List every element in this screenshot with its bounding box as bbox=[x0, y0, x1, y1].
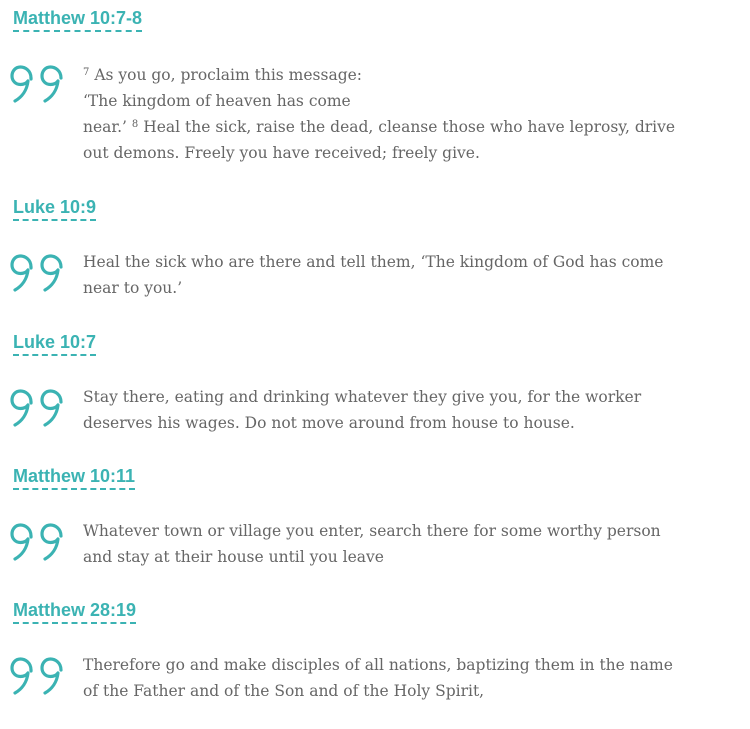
verse-line bbox=[83, 62, 723, 88]
verse-text bbox=[83, 652, 723, 704]
verse-line: Therefore go and make disciples of all nations, baptizing them in the name bbox=[83, 656, 673, 674]
verse-line-text: Heal the sick, raise the dead, cleanse those who have leprosy, drive bbox=[143, 118, 676, 136]
verse-line: Heal the sick who are there and tell them, ‘The kingdom of God has come bbox=[83, 253, 664, 271]
verse-line-text: near.’ bbox=[83, 118, 127, 136]
verse-line-text: out demons. Freely you have received; freely give. bbox=[83, 144, 480, 162]
verse-text bbox=[83, 62, 723, 166]
verse-text bbox=[83, 518, 723, 570]
quote-open-icon bbox=[10, 253, 68, 293]
verse-reference-link[interactable]: Matthew 10:7-8 bbox=[13, 7, 142, 32]
verse-number: 7 bbox=[83, 67, 90, 78]
verse-reference-link[interactable]: Luke 10:9 bbox=[13, 196, 96, 221]
verse-text bbox=[83, 384, 723, 436]
quote-open-icon bbox=[10, 388, 68, 428]
verse-line-text: As you go, proclaim this message: bbox=[94, 66, 363, 84]
verse-line bbox=[83, 114, 723, 140]
verse-number: 8 bbox=[131, 119, 139, 130]
verse-reference-link[interactable]: Matthew 28:19 bbox=[13, 599, 136, 624]
verse-line-text: ‘The kingdom of heaven has come bbox=[83, 92, 351, 110]
quote-open-icon bbox=[10, 64, 68, 104]
verse-reference-link[interactable]: Matthew 10:11 bbox=[13, 465, 135, 490]
verse-line: near to you.’ bbox=[83, 279, 183, 297]
verse-line: of the Father and of the Son and of the Holy Spirit, bbox=[83, 682, 485, 700]
verse-line: deserves his wages. Do not move around from house to house. bbox=[83, 414, 575, 432]
verse-line bbox=[83, 140, 723, 166]
verse-text bbox=[83, 249, 723, 301]
verse-line: and stay at their house until you leave bbox=[83, 548, 384, 566]
verse-line: Whatever town or village you enter, search there for some worthy person bbox=[83, 522, 661, 540]
verse-line: Stay there, eating and drinking whatever they give you, for the worker bbox=[83, 388, 642, 406]
quote-open-icon bbox=[10, 656, 68, 696]
quote-open-icon bbox=[10, 522, 68, 562]
verse-reference-link[interactable]: Luke 10:7 bbox=[13, 331, 96, 356]
verse-line bbox=[83, 88, 723, 114]
